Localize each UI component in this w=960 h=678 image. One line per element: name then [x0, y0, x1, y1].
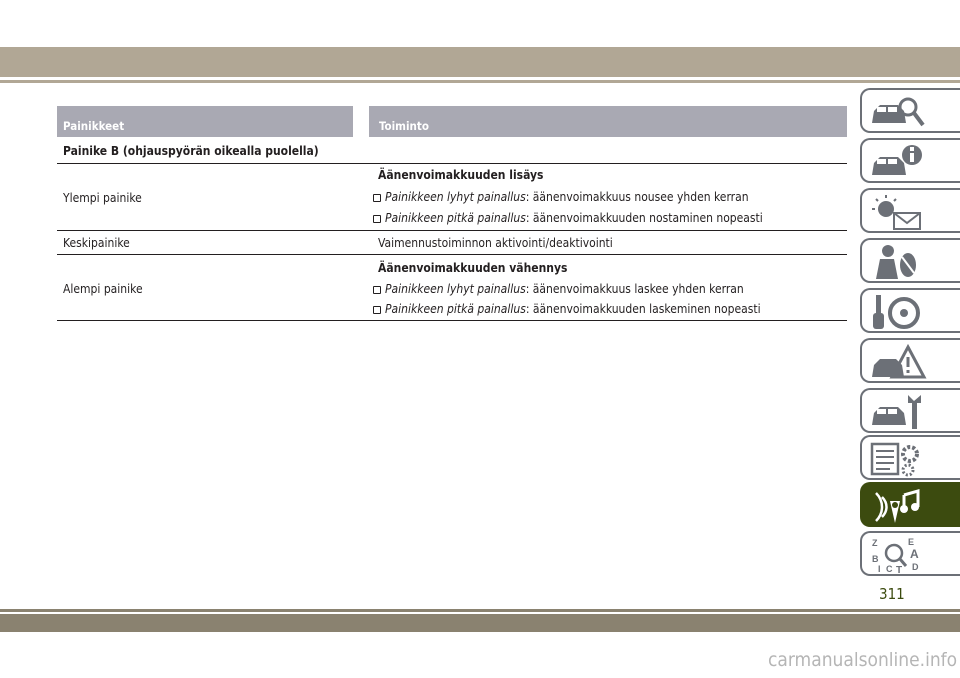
index-letter: T [896, 565, 903, 574]
bottom-decor-line [0, 609, 960, 612]
spec-list-gear-icon [868, 440, 928, 478]
watermark[interactable]: carmanualsonline.info [768, 649, 958, 671]
index-alphabet-icon [868, 536, 928, 574]
function-title: Äänenvoimakkuuden lisäys [378, 168, 544, 182]
table-header-function: Toiminto [369, 106, 847, 137]
top-decor-line [0, 80, 960, 83]
car-magnifier-icon [868, 93, 928, 131]
index-letter: Z [872, 538, 878, 548]
function-text: Vaimennustoiminnon aktivointi/deaktivointi [378, 236, 613, 250]
item-term: Painikkeen lyhyt painallus [385, 190, 526, 204]
index-letter: D [912, 562, 919, 572]
page-number: 311 [879, 585, 905, 603]
row-button-label: Ylempi painike [63, 191, 142, 205]
item-desc: : äänenvoimakkuus laskee yhden kerran [525, 282, 744, 296]
multimedia-music-icon [868, 487, 928, 525]
list-item [373, 190, 749, 204]
top-decor-band [0, 47, 960, 77]
warning-light-message-icon [868, 193, 928, 231]
row-divider [57, 254, 847, 255]
chapter-tab-starting[interactable] [860, 288, 960, 333]
row-button-label: Alempi painike [63, 282, 143, 296]
section-title: Painike B (ohjauspyörän oikealla puolella) [63, 144, 319, 158]
function-title: Äänenvoimakkuuden vähennys [378, 261, 568, 275]
index-letter: A [910, 547, 919, 561]
index-letter: C [886, 564, 893, 574]
chapter-tab-safety[interactable] [860, 238, 960, 283]
checkbox-bullet-icon [373, 215, 381, 223]
item-term: Painikkeen lyhyt painallus [385, 282, 526, 296]
chapter-tab-getting-to-know[interactable] [860, 88, 960, 133]
chapter-tab-emergency[interactable] [860, 338, 960, 383]
car-info-icon [868, 143, 928, 181]
item-desc: : äänenvoimakkuus nousee yhden kerran [525, 190, 749, 204]
item-term: Painikkeen pitkä painallus [385, 211, 526, 225]
table-bottom-rule [57, 320, 847, 321]
table-header-buttons: Painikkeet [57, 106, 353, 137]
row-divider [57, 163, 847, 164]
checkbox-bullet-icon [373, 286, 381, 294]
checkbox-bullet-icon [373, 306, 381, 314]
checkbox-bullet-icon [373, 194, 381, 202]
chapter-tab-info[interactable] [860, 138, 960, 183]
list-item [373, 282, 744, 296]
item-term: Painikkeen pitkä painallus [385, 302, 526, 316]
index-letter: I [878, 564, 881, 574]
index-letter: B [872, 554, 879, 564]
list-item [373, 302, 761, 316]
chapter-tab-index[interactable] [860, 531, 960, 576]
chapter-tab-multimedia[interactable] [860, 482, 960, 527]
car-wrench-icon [868, 393, 928, 431]
car-hazard-icon [868, 343, 928, 381]
index-letter: E [908, 537, 915, 547]
bottom-decor-band [0, 614, 960, 632]
item-desc: : äänenvoimakkuuden laskeminen nopeasti [525, 302, 761, 316]
chapter-tab-warning-lights[interactable] [860, 188, 960, 233]
list-item [373, 211, 763, 225]
key-steering-wheel-icon [868, 293, 928, 331]
row-button-label: Keskipainike [63, 236, 130, 250]
item-desc: : äänenvoimakkuuden nostaminen nopeasti [525, 211, 763, 225]
seat-airbag-icon [868, 243, 928, 281]
chapter-tab-servicing[interactable] [860, 388, 960, 433]
row-divider [57, 230, 847, 231]
chapter-tab-technical-spec[interactable] [860, 435, 960, 480]
